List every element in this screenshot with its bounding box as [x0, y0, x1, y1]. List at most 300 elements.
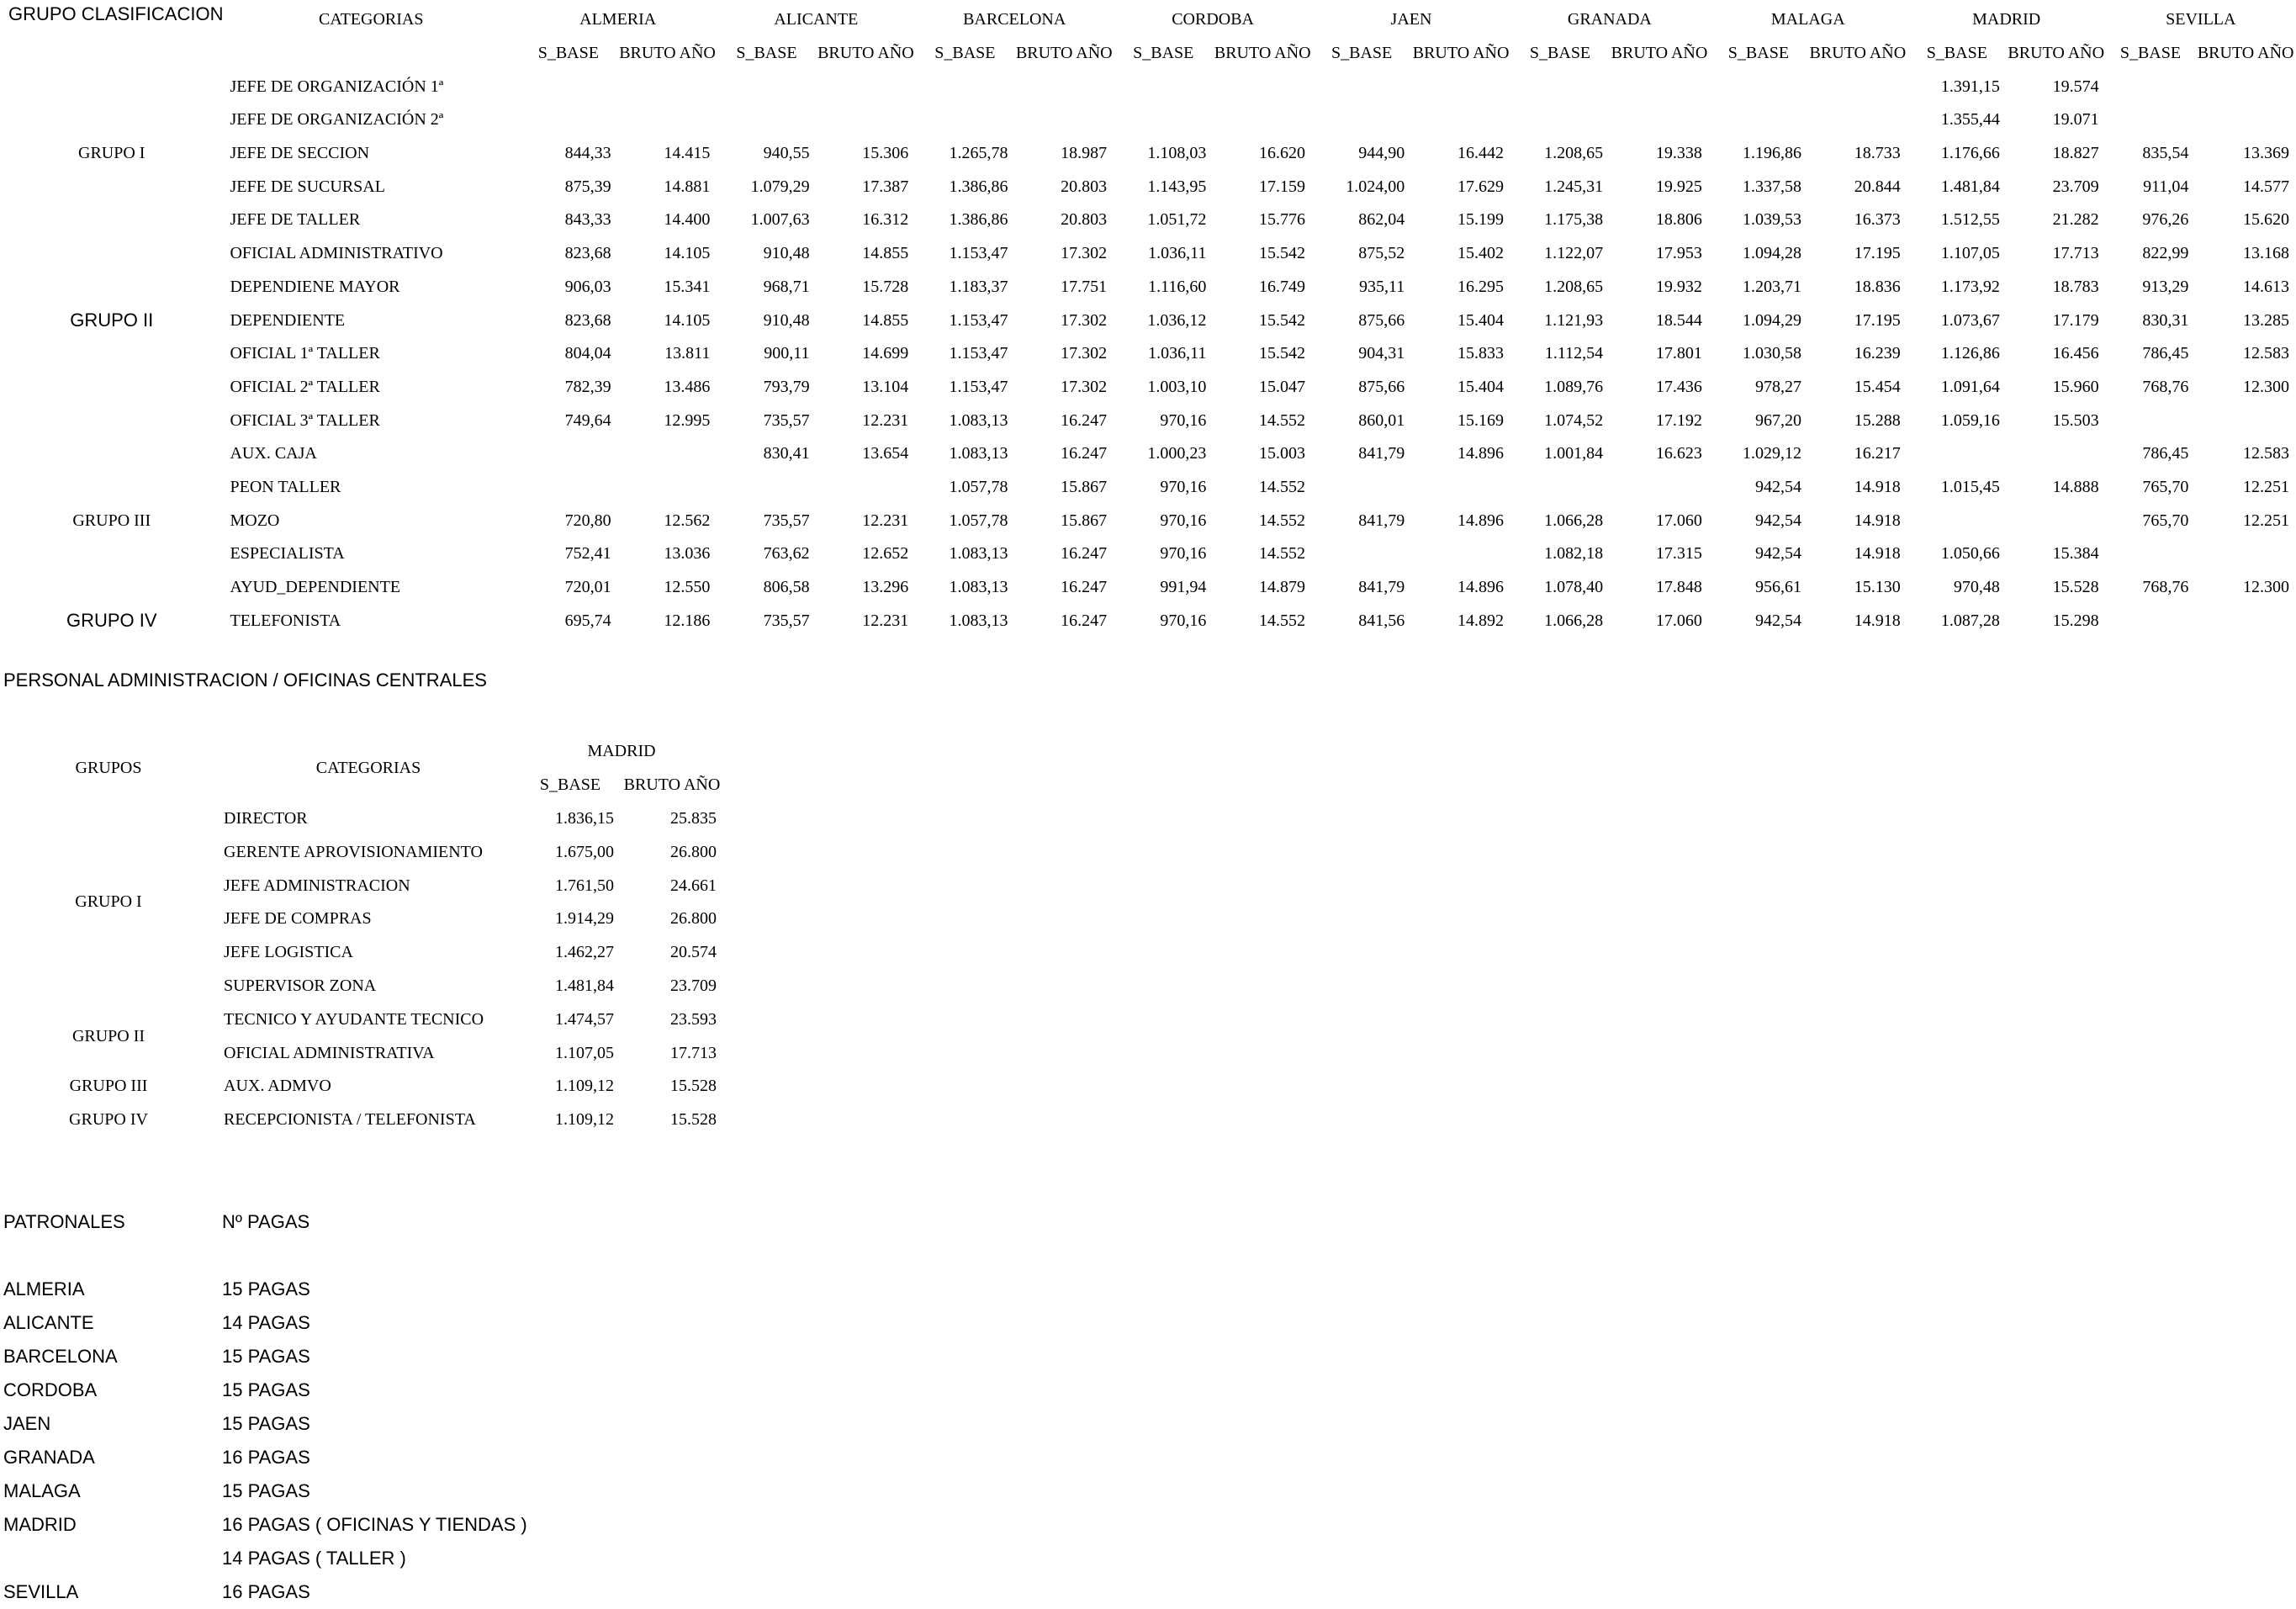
- s-base-cell: [717, 70, 816, 103]
- bruto-ano-cell: 14.881: [664, 177, 711, 196]
- bruto-ano-cell: [817, 70, 916, 103]
- bruto-ano-cell: 20.803: [1061, 210, 1108, 230]
- header-bruto-ano: BRUTO AÑO: [1412, 44, 1510, 63]
- bruto-ano-cell: 15.728: [862, 277, 909, 296]
- bruto-ano-cell: 15.306: [862, 144, 909, 163]
- s-base-cell: 910,48: [763, 244, 810, 263]
- s-base-cell: 1.481,84: [555, 976, 614, 995]
- table-row: [0, 802, 723, 836]
- table-row: [0, 571, 2296, 605]
- bruto-ano-cell: 14.552: [1259, 410, 1306, 430]
- table-row: [0, 1070, 723, 1104]
- bruto-ano-cell: 16.456: [2052, 344, 2099, 363]
- s-base-cell: 1.836,15: [555, 808, 614, 828]
- s-base-cell: [519, 437, 618, 471]
- s-base-cell: 844,33: [564, 144, 611, 163]
- patronal-pagas: 14 PAGAS: [222, 1312, 310, 1333]
- bruto-ano-cell: 14.896: [1457, 511, 1504, 530]
- header-s-base: S_BASE: [1727, 44, 1790, 63]
- s-base-cell: 1.208,65: [1544, 277, 1604, 296]
- bruto-ano-cell: 15.199: [1457, 210, 1504, 230]
- s-base-cell: 1.109,12: [555, 1110, 614, 1130]
- bruto-ano-cell: 15.867: [1061, 511, 1108, 530]
- bruto-ano-cell: 19.574: [2052, 77, 2099, 96]
- bruto-ano-cell: [1808, 70, 1907, 103]
- bruto-ano-cell: 15.003: [1259, 444, 1306, 463]
- header-bruto-ano: BRUTO AÑO: [1214, 44, 1311, 63]
- pagas-header-label: Nº PAGAS: [222, 1211, 310, 1232]
- category-cell: AUX. ADMVO: [224, 1077, 331, 1096]
- s-base-cell: 1.039,53: [1743, 210, 1802, 230]
- bruto-ano-cell: 13.285: [2243, 310, 2289, 330]
- bruto-ano-cell: 13.036: [664, 544, 711, 564]
- s-base-cell: 1.029,12: [1743, 444, 1802, 463]
- s-base-cell: 1.083,13: [949, 611, 1008, 630]
- bruto-ano-cell: 13.811: [664, 344, 711, 363]
- s-base-cell: 976,26: [2142, 210, 2189, 230]
- header-city-madrid: MADRID: [1972, 10, 2041, 29]
- s-base-cell: 735,57: [763, 511, 810, 530]
- bruto-ano-cell: 15.833: [1457, 344, 1504, 363]
- s-base-cell: [2106, 537, 2196, 571]
- category-cell: AUX. CAJA: [230, 444, 317, 463]
- patronal-city: ALMERIA: [3, 1278, 85, 1299]
- patronal-pagas: 15 PAGAS: [222, 1379, 310, 1400]
- s-base-cell: 1.074,52: [1544, 410, 1604, 430]
- bruto-ano-cell: 14.879: [1259, 578, 1306, 597]
- table-row: [0, 604, 2296, 638]
- bruto-ano-cell: 17.629: [1457, 177, 1504, 196]
- group-label: [0, 537, 223, 571]
- patronal-pagas: 15 PAGAS: [222, 1480, 310, 1501]
- category-cell: OFICIAL 1ª TALLER: [230, 344, 380, 363]
- bruto-ano-cell: 26.800: [670, 842, 717, 861]
- table-row: [0, 537, 2296, 571]
- group-label: [0, 170, 223, 204]
- category-cell: GERENTE APROVISIONAMIENTO: [224, 842, 483, 861]
- s-base-cell: [1312, 103, 1411, 137]
- bruto-ano-cell: 14.415: [664, 144, 711, 163]
- bruto-ano-cell: [1411, 471, 1510, 505]
- bruto-ano-cell: 17.713: [2052, 244, 2099, 263]
- category-cell: TECNICO Y AYUDANTE TECNICO: [224, 1009, 484, 1029]
- bruto-ano-cell: [1213, 70, 1312, 103]
- s-base-cell: 1.265,78: [949, 144, 1008, 163]
- bruto-ano-cell: 17.195: [1854, 244, 1901, 263]
- s-base-cell: 970,16: [1160, 611, 1207, 630]
- bruto-ano-cell: 16.623: [1655, 444, 1702, 463]
- bruto-ano-cell: 16.442: [1457, 144, 1504, 163]
- bruto-ano-cell: 19.338: [1655, 144, 1702, 163]
- bruto-ano-cell: 17.195: [1854, 310, 1901, 330]
- group-label: [0, 271, 223, 304]
- group-label: [0, 237, 223, 271]
- admin-group-label: GRUPO I: [75, 892, 142, 912]
- patronal-pagas: 15 PAGAS: [222, 1413, 310, 1434]
- table-row: [0, 1104, 723, 1137]
- s-base-cell: [2106, 604, 2196, 638]
- bruto-ano-cell: 15.298: [2052, 611, 2099, 630]
- table-row: [0, 371, 2296, 405]
- bruto-ano-cell: 12.251: [2243, 511, 2289, 530]
- bruto-ano-cell: 16.247: [1061, 611, 1108, 630]
- s-base-cell: 942,54: [1755, 511, 1802, 530]
- bruto-ano-cell: 15.384: [2052, 544, 2099, 564]
- header-sub-row: [0, 37, 2296, 71]
- s-base-cell: 1.109,12: [555, 1077, 614, 1096]
- bruto-ano-cell: 15.542: [1259, 344, 1306, 363]
- patronal-city: CORDOBA: [3, 1379, 98, 1400]
- s-base-cell: 1.000,23: [1147, 444, 1207, 463]
- bruto-ano-cell: 16.247: [1061, 444, 1108, 463]
- s-base-cell: 1.153,47: [949, 377, 1008, 396]
- s-base-cell: 830,41: [763, 444, 810, 463]
- bruto-ano-cell: 20.803: [1061, 177, 1108, 196]
- s-base-cell: 1.057,78: [949, 477, 1008, 496]
- s-base-cell: [1114, 103, 1213, 137]
- s-base-cell: 913,29: [2142, 277, 2189, 296]
- category-cell: JEFE DE COMPRAS: [224, 909, 372, 929]
- category-cell: JEFE LOGISTICA: [224, 943, 353, 962]
- category-cell: SUPERVISOR ZONA: [224, 976, 377, 995]
- s-base-cell: 1.121,93: [1544, 310, 1604, 330]
- bruto-ano-cell: 19.925: [1655, 177, 1702, 196]
- group-label: [0, 204, 223, 237]
- bruto-ano-cell: 17.159: [1259, 177, 1306, 196]
- s-base-cell: 970,16: [1160, 410, 1207, 430]
- bruto-ano-cell: 16.373: [1854, 210, 1901, 230]
- s-base-cell: 1.015,45: [1940, 477, 2000, 496]
- s-base-cell: 749,64: [564, 410, 611, 430]
- s-base-cell: [1709, 103, 1808, 137]
- s-base-cell: 1.003,10: [1147, 377, 1207, 396]
- admin-salary-table: [0, 735, 723, 1137]
- bruto-ano-cell: [2195, 404, 2296, 437]
- s-base-cell: 940,55: [763, 144, 810, 163]
- s-base-cell: 875,66: [1358, 377, 1405, 396]
- bruto-ano-cell: [2195, 604, 2296, 638]
- table-row: [0, 237, 2296, 271]
- bruto-ano-cell: 23.709: [670, 976, 717, 995]
- bruto-ano-cell: 15.960: [2052, 377, 2099, 396]
- bruto-ano-cell: [1411, 103, 1510, 137]
- s-base-cell: 830,31: [2142, 310, 2189, 330]
- category-cell: OFICIAL 3ª TALLER: [230, 410, 380, 430]
- bruto-ano-cell: 14.896: [1457, 578, 1504, 597]
- patronal-pagas: 16 PAGAS: [222, 1581, 310, 1602]
- s-base-cell: 956,61: [1755, 578, 1802, 597]
- s-base-cell: 765,70: [2142, 511, 2189, 530]
- s-base-cell: 1.761,50: [555, 876, 614, 895]
- s-base-cell: 862,04: [1358, 210, 1405, 230]
- s-base-cell: 942,54: [1755, 477, 1802, 496]
- s-base-cell: 944,90: [1358, 144, 1405, 163]
- s-base-cell: 841,56: [1358, 611, 1405, 630]
- table-row: [0, 437, 2296, 471]
- s-base-cell: 1.143,95: [1147, 177, 1207, 196]
- header-city-granada: GRANADA: [1567, 10, 1652, 29]
- bruto-ano-cell: 17.713: [670, 1043, 717, 1062]
- s-base-cell: 875,66: [1358, 310, 1405, 330]
- s-base-cell: 906,03: [564, 277, 611, 296]
- salary-table: [0, 3, 2296, 638]
- bruto-ano-cell: 18.987: [1061, 144, 1108, 163]
- bruto-ano-cell: 18.827: [2052, 144, 2099, 163]
- bruto-ano-cell: 13.654: [862, 444, 909, 463]
- bruto-ano-cell: 17.302: [1061, 244, 1108, 263]
- bruto-ano-cell: 14.552: [1259, 544, 1306, 564]
- s-base-cell: [717, 103, 816, 137]
- category-cell: AYUD_DEPENDIENTE: [230, 578, 401, 597]
- bruto-ano-cell: 12.231: [862, 511, 909, 530]
- patronal-pagas: 15 PAGAS: [222, 1346, 310, 1367]
- patronales-header-label: PATRONALES: [3, 1211, 125, 1232]
- header-spacer: [223, 37, 519, 71]
- group-label: [0, 103, 223, 137]
- s-base-cell: 1.122,07: [1544, 244, 1604, 263]
- bruto-ano-cell: 12.652: [862, 544, 909, 564]
- s-base-cell: 968,71: [763, 277, 810, 296]
- patronal-pagas: 15 PAGAS: [222, 1278, 310, 1299]
- s-base-cell: 1.512,55: [1940, 210, 2000, 230]
- s-base-cell: 1.001,84: [1544, 444, 1604, 463]
- s-base-cell: [717, 471, 816, 505]
- s-base-cell: [2106, 70, 2196, 103]
- bruto-ano-cell: 15.528: [670, 1077, 717, 1096]
- s-base-cell: 786,45: [2142, 444, 2189, 463]
- s-base-cell: 1.914,29: [555, 909, 614, 929]
- bruto-ano-cell: [1213, 103, 1312, 137]
- bruto-ano-cell: 16.247: [1061, 544, 1108, 564]
- header-s-base: S_BASE: [1529, 44, 1591, 63]
- bruto-ano-cell: [1014, 103, 1114, 137]
- table-row: [0, 304, 2296, 337]
- s-base-cell: 835,54: [2142, 144, 2189, 163]
- bruto-ano-cell: [2195, 537, 2296, 571]
- s-base-cell: 1.176,66: [1940, 144, 2000, 163]
- header-bruto-ano: BRUTO AÑO: [2008, 44, 2105, 63]
- bruto-ano-cell: 18.806: [1655, 210, 1702, 230]
- bruto-ano-cell: [817, 471, 916, 505]
- table-row: [0, 404, 2296, 437]
- s-base-cell: [519, 471, 618, 505]
- s-base-cell: 1.057,78: [949, 511, 1008, 530]
- bruto-ano-cell: 14.613: [2243, 277, 2289, 296]
- s-base-cell: 900,11: [764, 344, 810, 363]
- s-base-cell: [1114, 70, 1213, 103]
- s-base-cell: 1.083,13: [949, 578, 1008, 597]
- bruto-ano-cell: 14.105: [664, 244, 711, 263]
- bruto-ano-cell: 12.583: [2243, 344, 2289, 363]
- table-row: [0, 337, 2296, 371]
- patronal-pagas: 16 PAGAS: [222, 1447, 310, 1468]
- bruto-ano-cell: 17.751: [1061, 277, 1108, 296]
- header-city-alicante: ALICANTE: [774, 10, 859, 29]
- s-base-cell: 1.036,11: [1148, 244, 1207, 263]
- bruto-ano-cell: [618, 471, 717, 505]
- s-base-cell: 843,33: [564, 210, 611, 230]
- admin-header-categorias: CATEGORIAS: [315, 759, 421, 778]
- patronal-city: ALICANTE: [3, 1312, 94, 1333]
- s-base-cell: 970,16: [1160, 511, 1207, 530]
- s-base-cell: [1510, 70, 1610, 103]
- bruto-ano-cell: [1411, 70, 1510, 103]
- s-base-cell: 1.073,67: [1940, 310, 2000, 330]
- bruto-ano-cell: 16.312: [862, 210, 909, 230]
- s-base-cell: 1.089,76: [1544, 377, 1604, 396]
- header-city-sevilla: SEVILLA: [2166, 10, 2236, 29]
- admin-group-label: GRUPO II: [71, 1026, 145, 1045]
- s-base-cell: 1.245,31: [1544, 177, 1604, 196]
- header-bruto-ano: BRUTO AÑO: [2197, 44, 2294, 63]
- s-base-cell: 1.116,60: [1148, 277, 1207, 296]
- bruto-ano-cell: 13.486: [664, 377, 711, 396]
- group-label: [0, 471, 223, 505]
- category-cell: DEPENDIENE MAYOR: [230, 277, 400, 296]
- header-bruto-ano: BRUTO AÑO: [1809, 44, 1907, 63]
- bruto-ano-cell: 17.302: [1061, 344, 1108, 363]
- s-base-cell: 970,16: [1160, 477, 1207, 496]
- bruto-ano-cell: 12.231: [862, 410, 909, 430]
- bruto-ano-cell: 16.749: [1259, 277, 1306, 296]
- table-row: [0, 70, 2296, 103]
- table-row: [0, 137, 2296, 171]
- s-base-cell: 1.675,00: [555, 842, 614, 861]
- group-label: [0, 404, 223, 437]
- category-cell: OFICIAL 2ª TALLER: [230, 377, 380, 396]
- s-base-cell: 1.481,84: [1940, 177, 2000, 196]
- group-label: GRUPO I: [78, 144, 145, 163]
- bruto-ano-cell: [1610, 103, 1709, 137]
- admin-header-city-row: [0, 735, 723, 769]
- s-base-cell: [915, 70, 1014, 103]
- s-base-cell: 935,11: [1358, 277, 1405, 296]
- header-s-base: S_BASE: [537, 44, 599, 63]
- bruto-ano-cell: 13.168: [2243, 244, 2289, 263]
- s-base-cell: 1.153,47: [949, 310, 1008, 330]
- s-base-cell: 904,31: [1358, 344, 1405, 363]
- admin-group-label: GRUPO IV: [69, 1110, 148, 1130]
- bruto-ano-cell: 12.300: [2243, 377, 2289, 396]
- bruto-ano-cell: 14.552: [1259, 511, 1306, 530]
- bruto-ano-cell: 13.296: [862, 578, 909, 597]
- category-cell: RECEPCIONISTA / TELEFONISTA: [224, 1110, 476, 1130]
- s-base-cell: 695,74: [564, 611, 611, 630]
- s-base-cell: 1.107,05: [1940, 244, 2000, 263]
- bruto-ano-cell: 15.404: [1457, 310, 1504, 330]
- s-base-cell: 841,79: [1358, 444, 1405, 463]
- bruto-ano-cell: 17.060: [1655, 611, 1702, 630]
- section-title-oficinas-centrales: PERSONAL ADMINISTRACION / OFICINAS CENTRALES: [3, 670, 487, 691]
- bruto-ano-cell: 14.855: [862, 310, 909, 330]
- patronal-city: MALAGA: [3, 1480, 81, 1501]
- s-base-cell: 1.036,11: [1148, 344, 1207, 363]
- header-grupo-clasificacion: GRUPO CLASIFICACION: [8, 3, 224, 24]
- group-label: [0, 571, 223, 605]
- bruto-ano-cell: 12.583: [2243, 444, 2289, 463]
- s-base-cell: 1.107,05: [555, 1043, 614, 1062]
- bruto-ano-cell: 12.995: [664, 410, 711, 430]
- s-base-cell: [1907, 504, 2007, 537]
- s-base-cell: 1.082,18: [1544, 544, 1604, 564]
- bruto-ano-cell: 14.918: [1854, 544, 1901, 564]
- bruto-ano-cell: 15.454: [1854, 377, 1901, 396]
- s-base-cell: 1.108,03: [1147, 144, 1207, 163]
- bruto-ano-cell: 12.550: [664, 578, 711, 597]
- admin-header-bruto-ano: BRUTO AÑO: [623, 775, 721, 795]
- bruto-ano-cell: 14.105: [664, 310, 711, 330]
- s-base-cell: 765,70: [2142, 477, 2189, 496]
- admin-header-groups: GRUPOS: [75, 759, 142, 778]
- s-base-cell: 1.036,12: [1147, 310, 1207, 330]
- s-base-cell: 720,01: [564, 578, 611, 597]
- s-base-cell: 804,04: [564, 344, 611, 363]
- bruto-ano-cell: 17.953: [1655, 244, 1702, 263]
- bruto-ano-cell: 13.104: [862, 377, 909, 396]
- s-base-cell: 822,99: [2142, 244, 2189, 263]
- bruto-ano-cell: 16.247: [1061, 578, 1108, 597]
- bruto-ano-cell: 12.186: [664, 611, 711, 630]
- bruto-ano-cell: 16.217: [1854, 444, 1901, 463]
- s-base-cell: 911,04: [2143, 177, 2189, 196]
- s-base-cell: 1.030,58: [1743, 344, 1802, 363]
- group-label: [0, 337, 223, 371]
- s-base-cell: 1.183,37: [949, 277, 1008, 296]
- header-bruto-ano: BRUTO AÑO: [619, 44, 716, 63]
- s-base-cell: 910,48: [763, 310, 810, 330]
- bruto-ano-cell: [1808, 103, 1907, 137]
- bruto-ano-cell: 14.918: [1854, 477, 1901, 496]
- s-base-cell: [1312, 471, 1411, 505]
- bruto-ano-cell: 16.295: [1457, 277, 1504, 296]
- bruto-ano-cell: 14.918: [1854, 611, 1901, 630]
- bruto-ano-cell: 19.071: [2052, 110, 2099, 130]
- category-cell: OFICIAL ADMINISTRATIVA: [224, 1043, 435, 1062]
- header-s-base: S_BASE: [736, 44, 797, 63]
- bruto-ano-cell: [2007, 437, 2106, 471]
- s-base-cell: 1.474,57: [555, 1009, 614, 1029]
- bruto-ano-cell: 17.436: [1655, 377, 1702, 396]
- bruto-ano-cell: 12.231: [862, 611, 909, 630]
- s-base-cell: 823,68: [564, 244, 611, 263]
- bruto-ano-cell: 14.892: [1457, 611, 1504, 630]
- bruto-ano-cell: 15.503: [2052, 410, 2099, 430]
- group-label: [0, 437, 223, 471]
- bruto-ano-cell: 15.130: [1854, 578, 1901, 597]
- s-base-cell: [1510, 471, 1610, 505]
- bruto-ano-cell: 17.302: [1061, 377, 1108, 396]
- bruto-ano-cell: 18.783: [2052, 277, 2099, 296]
- s-base-cell: 841,79: [1358, 511, 1405, 530]
- s-base-cell: 1.153,47: [949, 244, 1008, 263]
- s-base-cell: 875,39: [564, 177, 611, 196]
- bruto-ano-cell: 18.836: [1854, 277, 1901, 296]
- bruto-ano-cell: 19.932: [1655, 277, 1702, 296]
- admin-header-s-base: S_BASE: [539, 775, 601, 795]
- s-base-cell: 1.355,44: [1940, 110, 2000, 130]
- s-base-cell: 1.083,13: [949, 410, 1008, 430]
- patronal-pagas: 16 PAGAS ( OFICINAS Y TIENDAS ): [222, 1514, 527, 1535]
- bruto-ano-cell: 18.733: [1854, 144, 1901, 163]
- admin-group-label: GRUPO III: [69, 1077, 148, 1096]
- group-label: GRUPO III: [72, 511, 151, 530]
- category-cell: JEFE DE SECCION: [230, 144, 370, 163]
- bruto-ano-cell: 15.402: [1457, 244, 1504, 263]
- s-base-cell: [1312, 70, 1411, 103]
- bruto-ano-cell: 15.776: [1259, 210, 1306, 230]
- header-categorias: CATEGORIAS: [319, 10, 424, 29]
- s-base-cell: 768,76: [2142, 377, 2189, 396]
